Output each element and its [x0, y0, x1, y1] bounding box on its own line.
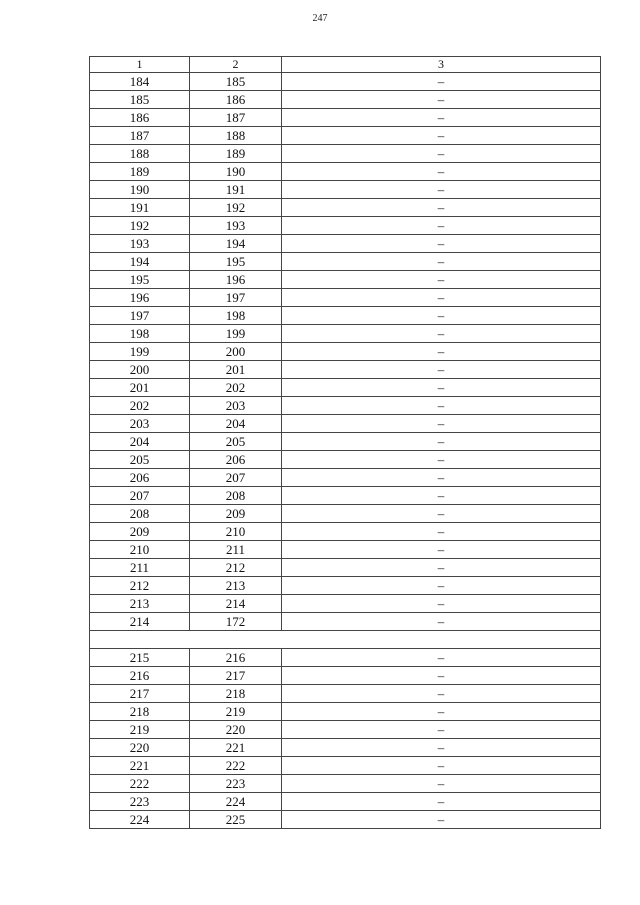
table-row	[90, 289, 601, 307]
table-cell-col-3: –	[282, 325, 601, 343]
table-cell-col-3: –	[282, 217, 601, 235]
table-cell-col-1: 209	[90, 523, 190, 541]
table-row	[90, 721, 601, 739]
table-row	[90, 559, 601, 577]
table-cell-col-1: 184	[90, 73, 190, 91]
table-cell-col-2: 202	[190, 379, 282, 397]
table-row	[90, 379, 601, 397]
table-cell-col-1: 220	[90, 739, 190, 757]
table-cell-col-1: 197	[90, 307, 190, 325]
table-cell-col-2: 207	[190, 469, 282, 487]
table-cell-col-3: –	[282, 163, 601, 181]
table-cell-col-3: –	[282, 451, 601, 469]
table-cell-col-3: –	[282, 577, 601, 595]
table-row	[90, 271, 601, 289]
table-row	[90, 145, 601, 163]
table-cell-col-2: 186	[190, 91, 282, 109]
table-cell-col-3: –	[282, 667, 601, 685]
table-row	[90, 541, 601, 559]
table-cell-col-1: 219	[90, 721, 190, 739]
table-cell-col-2: 198	[190, 307, 282, 325]
table-cell-col-3: –	[282, 721, 601, 739]
table-cell-col-1: 194	[90, 253, 190, 271]
table-cell-col-3: –	[282, 793, 601, 811]
table-cell-col-2: 193	[190, 217, 282, 235]
table-cell-col-3: –	[282, 559, 601, 577]
table-cell-col-3: –	[282, 235, 601, 253]
table-cell-col-2: 216	[190, 649, 282, 667]
table-cell-col-1: 198	[90, 325, 190, 343]
table-row	[90, 739, 601, 757]
table-cell-col-1: 221	[90, 757, 190, 775]
table-row	[90, 757, 601, 775]
table-cell-col-3: –	[282, 541, 601, 559]
table-cell-col-2: 224	[190, 793, 282, 811]
table-cell-col-3: –	[282, 505, 601, 523]
table-separator-row	[90, 631, 601, 649]
table-cell-col-3: –	[282, 271, 601, 289]
table-cell-col-3: –	[282, 361, 601, 379]
table-cell-col-2: 211	[190, 541, 282, 559]
table-cell-col-2: 195	[190, 253, 282, 271]
table-row	[90, 433, 601, 451]
table-cell-col-2: 212	[190, 559, 282, 577]
table-row	[90, 73, 601, 91]
table-cell-col-2: 201	[190, 361, 282, 379]
table-row	[90, 523, 601, 541]
table-cell-col-1: 215	[90, 649, 190, 667]
table-cell-col-1: 223	[90, 793, 190, 811]
table-cell-col-2: 203	[190, 397, 282, 415]
table-cell-col-3: –	[282, 397, 601, 415]
table-cell-col-1: 191	[90, 199, 190, 217]
table-row	[90, 703, 601, 721]
table-row	[90, 181, 601, 199]
table-row	[90, 163, 601, 181]
table-cell-col-3: –	[282, 145, 601, 163]
table-cell-col-3: –	[282, 775, 601, 793]
table-cell-col-1: 218	[90, 703, 190, 721]
table-cell-col-3: –	[282, 343, 601, 361]
table-cell-col-3: –	[282, 703, 601, 721]
table-row	[90, 253, 601, 271]
table-cell-col-1: 192	[90, 217, 190, 235]
table-cell-col-3: –	[282, 487, 601, 505]
table-cell-col-2: 208	[190, 487, 282, 505]
table-cell-col-3: –	[282, 685, 601, 703]
table-cell-col-1: 206	[90, 469, 190, 487]
table-cell-col-1: 212	[90, 577, 190, 595]
table-cell-col-1: 202	[90, 397, 190, 415]
table-cell-col-3: –	[282, 757, 601, 775]
table-row	[90, 685, 601, 703]
table-cell-col-1: 211	[90, 559, 190, 577]
table-cell-col-1: 216	[90, 667, 190, 685]
table-cell-col-2: 191	[190, 181, 282, 199]
table-cell-col-3: –	[282, 91, 601, 109]
table-cell-col-2: 206	[190, 451, 282, 469]
table-row	[90, 649, 601, 667]
table-row	[90, 505, 601, 523]
table-cell-col-1: 204	[90, 433, 190, 451]
table-cell-col-2: 172	[190, 613, 282, 631]
table-cell-col-2: 197	[190, 289, 282, 307]
table-cell-col-2: 188	[190, 127, 282, 145]
table-row	[90, 469, 601, 487]
table-cell-col-3: –	[282, 307, 601, 325]
table-cell-col-1: 196	[90, 289, 190, 307]
table-cell-col-3: –	[282, 595, 601, 613]
table-row	[90, 109, 601, 127]
table-cell-col-3: –	[282, 649, 601, 667]
table-row	[90, 325, 601, 343]
table-row	[90, 775, 601, 793]
table-cell-col-1: 224	[90, 811, 190, 829]
table-row	[90, 361, 601, 379]
page-number: 247	[312, 13, 328, 24]
table-cell-col-3: –	[282, 613, 601, 631]
table-cell-col-1: 199	[90, 343, 190, 361]
table-cell-col-1: 217	[90, 685, 190, 703]
table-row	[90, 667, 601, 685]
table-cell-col-2: 219	[190, 703, 282, 721]
table-cell-col-2: 225	[190, 811, 282, 829]
table-row	[90, 577, 601, 595]
table-cell-col-2: 214	[190, 595, 282, 613]
table-cell-col-3: –	[282, 739, 601, 757]
table-row	[90, 793, 601, 811]
table-row	[90, 307, 601, 325]
table-cell-col-3: –	[282, 109, 601, 127]
table-cell-col-1: 188	[90, 145, 190, 163]
table-row	[90, 415, 601, 433]
table-row	[90, 199, 601, 217]
table-cell-col-3: –	[282, 181, 601, 199]
table-row	[90, 451, 601, 469]
table-cell-col-3: –	[282, 415, 601, 433]
table-cell-col-2: 223	[190, 775, 282, 793]
table-header-row	[90, 57, 601, 73]
table-cell-col-2: 192	[190, 199, 282, 217]
table-cell-col-1: 200	[90, 361, 190, 379]
table-cell-col-3: –	[282, 469, 601, 487]
table-row	[90, 595, 601, 613]
table-cell-col-2: 209	[190, 505, 282, 523]
table-cell-col-3: 3	[282, 57, 601, 73]
table-cell-col-3: –	[282, 523, 601, 541]
table-cell-col-1: 213	[90, 595, 190, 613]
table-cell-col-3: –	[282, 127, 601, 145]
table-cell-col-1: 189	[90, 163, 190, 181]
table-row	[90, 397, 601, 415]
table-cell-col-2: 218	[190, 685, 282, 703]
table-cell-col-1: 186	[90, 109, 190, 127]
table-cell-col-2: 189	[190, 145, 282, 163]
table-separator-cell	[90, 631, 601, 649]
table-cell-col-1: 201	[90, 379, 190, 397]
table-cell-col-2: 221	[190, 739, 282, 757]
table-row	[90, 487, 601, 505]
table-body	[90, 57, 601, 829]
table-cell-col-1: 207	[90, 487, 190, 505]
table-cell-col-1: 208	[90, 505, 190, 523]
table-cell-col-2: 222	[190, 757, 282, 775]
table-cell-col-1: 185	[90, 91, 190, 109]
table-row	[90, 127, 601, 145]
table-row	[90, 217, 601, 235]
table-cell-col-3: –	[282, 433, 601, 451]
table-cell-col-2: 190	[190, 163, 282, 181]
table-row	[90, 91, 601, 109]
table-cell-col-2: 204	[190, 415, 282, 433]
table-cell-col-1: 214	[90, 613, 190, 631]
table-row	[90, 343, 601, 361]
table-cell-col-1: 210	[90, 541, 190, 559]
table-cell-col-2: 194	[190, 235, 282, 253]
table-cell-col-2: 199	[190, 325, 282, 343]
table-cell-col-2: 200	[190, 343, 282, 361]
table-cell-col-1: 1	[90, 57, 190, 73]
table-cell-col-2: 217	[190, 667, 282, 685]
table-cell-col-3: –	[282, 289, 601, 307]
table-cell-col-3: –	[282, 199, 601, 217]
table-cell-col-1: 190	[90, 181, 190, 199]
table-cell-col-3: –	[282, 811, 601, 829]
table-row	[90, 811, 601, 829]
table-cell-col-1: 222	[90, 775, 190, 793]
table-cell-col-3: –	[282, 253, 601, 271]
table-cell-col-2: 185	[190, 73, 282, 91]
table-cell-col-3: –	[282, 73, 601, 91]
table-cell-col-2: 2	[190, 57, 282, 73]
table-cell-col-3: –	[282, 379, 601, 397]
table-cell-col-1: 187	[90, 127, 190, 145]
table-row	[90, 235, 601, 253]
table-cell-col-2: 213	[190, 577, 282, 595]
table-row	[90, 613, 601, 631]
table-cell-col-2: 210	[190, 523, 282, 541]
table-cell-col-1: 195	[90, 271, 190, 289]
data-table	[89, 56, 601, 829]
table-cell-col-2: 205	[190, 433, 282, 451]
table-cell-col-2: 196	[190, 271, 282, 289]
table-cell-col-1: 203	[90, 415, 190, 433]
table-cell-col-2: 187	[190, 109, 282, 127]
table-cell-col-2: 220	[190, 721, 282, 739]
table-cell-col-1: 193	[90, 235, 190, 253]
table-cell-col-1: 205	[90, 451, 190, 469]
